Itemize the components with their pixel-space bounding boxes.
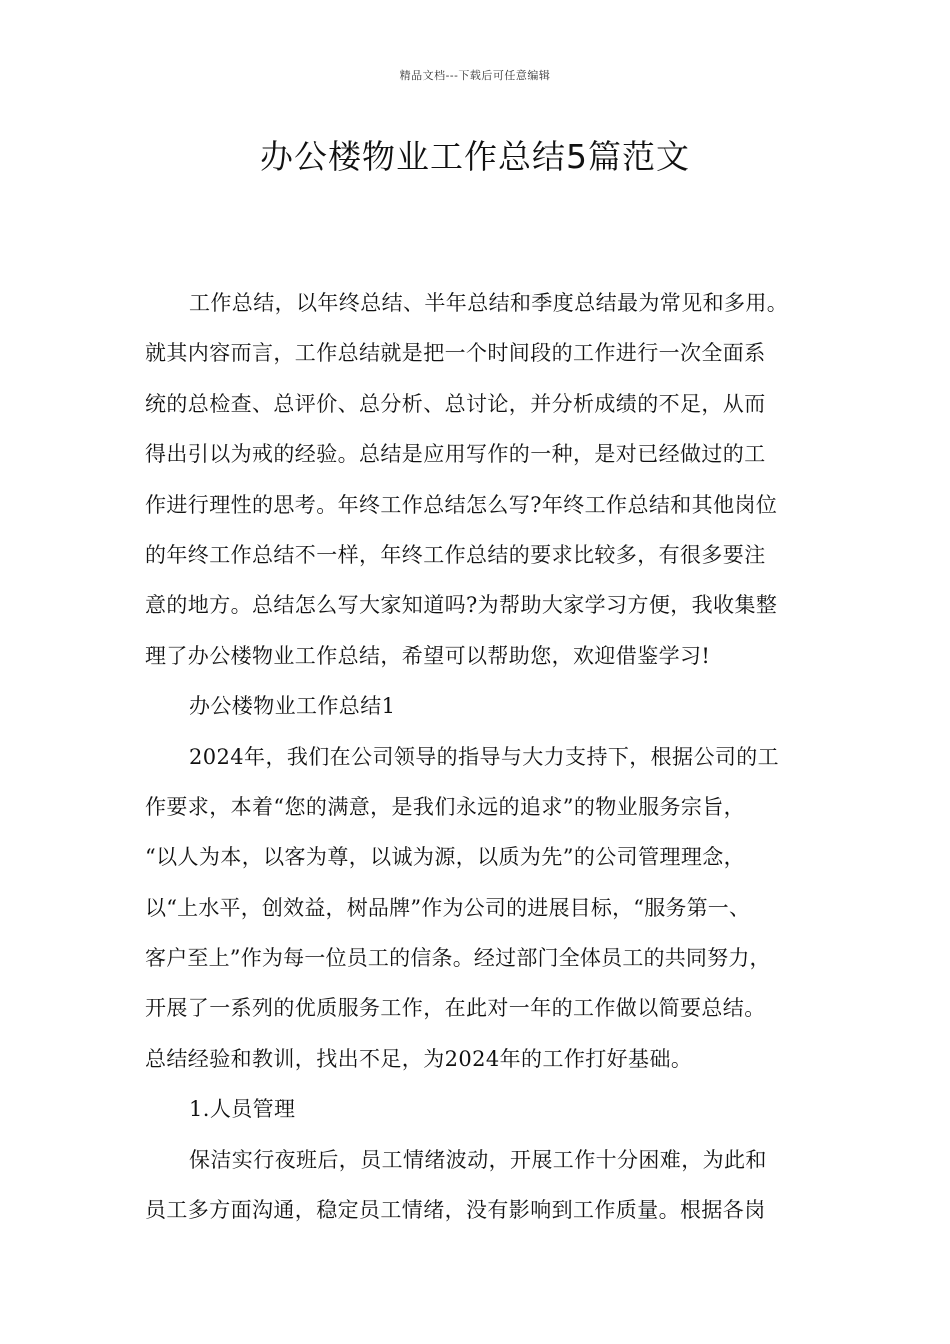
paragraph-line: 理了办公楼物业工作总结，希望可以帮助您，欢迎借鉴学习!: [145, 643, 711, 668]
paragraph-line: 作进行理性的思考。年终工作总结怎么写?年终工作总结和其他岗位: [145, 492, 778, 517]
paragraph-line: 的年终工作总结不一样，年终工作总结的要求比较多，有很多要注: [145, 542, 766, 567]
paragraph-line: 意的地方。总结怎么写大家知道吗?为帮助大家学习方便，我收集整: [145, 593, 778, 618]
paragraph-line: 保洁实行夜班后，员工情绪波动，开展工作十分困难，为此和: [189, 1147, 767, 1172]
section-heading: 办公楼物业工作总结1: [189, 694, 396, 719]
document-body: [145, 283, 825, 1240]
paragraph-line: 2024年，我们在公司领导的指导与大力支持下，根据公司的工: [189, 744, 780, 769]
document-title: 办公楼物业工作总结5篇范文: [260, 137, 690, 176]
paragraph-line: 总结经验和教训，找出不足，为2024年的工作打好基础。: [145, 1046, 693, 1071]
paragraph-line: 得出引以为戒的经验。总结是应用写作的一种，是对已经做过的工: [145, 442, 766, 467]
paragraph-line: 统的总检查、总评价、总分析、总讨论，并分析成绩的不足，从而: [145, 391, 766, 416]
paragraph-line: 以“上水平，创效益，树品牌”作为公司的进展目标，“服务第一、: [145, 895, 751, 920]
paragraph-line: 客户至上”作为每一位员工的信条。经过部门全体员工的共同努力，: [145, 946, 771, 971]
subsection-heading: 1.人员管理: [189, 1097, 296, 1122]
header-note: 精品文档---下载后可任意编辑: [399, 69, 551, 82]
paragraph-line: 员工多方面沟通，稳定员工情绪，没有影响到工作质量。根据各岗: [145, 1198, 766, 1223]
paragraph-line: 作要求，本着“您的满意，是我们永远的追求”的物业服务宗旨，: [145, 794, 746, 819]
paragraph-line: 工作总结，以年终总结、半年总结和季度总结最为常见和多用。: [189, 291, 789, 315]
paragraph-line: 开展了一系列的优质服务工作，在此对一年的工作做以简要总结。: [145, 996, 766, 1021]
paragraph-line: 就其内容而言，工作总结就是把一个时间段的工作进行一次全面系: [145, 341, 766, 366]
paragraph-line: “以人为本，以客为尊，以诚为源，以质为先”的公司管理理念，: [145, 845, 746, 870]
